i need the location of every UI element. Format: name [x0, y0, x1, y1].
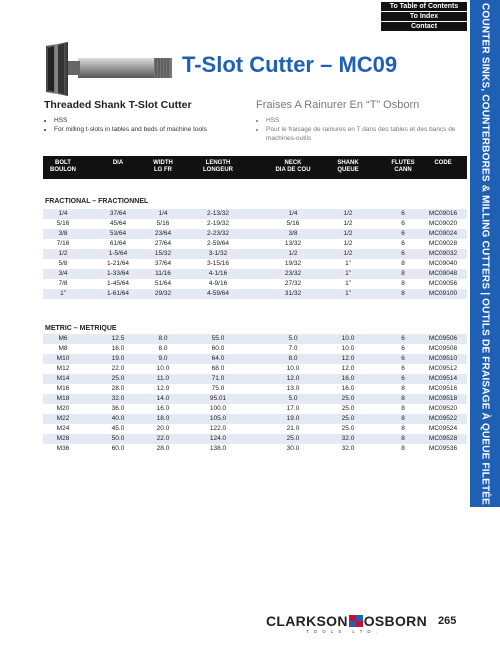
table-cell: 8	[401, 270, 405, 277]
page-number: 265	[438, 615, 457, 627]
table-cell: 5/16	[156, 220, 170, 227]
table-cell: 16.0	[341, 375, 355, 382]
table-cell: MC09510	[428, 355, 458, 362]
table-cell: 8	[401, 260, 405, 267]
french-bullet: • Pour le fraisage de rainures en T dans des tables et des bancs de machines-outils	[266, 125, 466, 143]
table-cell: M20	[56, 405, 70, 412]
column-header-line: WIDTH	[153, 160, 173, 166]
table-row	[43, 414, 467, 424]
english-description	[44, 99, 244, 134]
table-cell: 1-5/64	[108, 250, 128, 257]
column-header	[96, 160, 140, 167]
column-header-line: CODE	[434, 160, 452, 166]
table-cell: 6	[401, 210, 405, 217]
column-header	[326, 160, 370, 174]
table-row	[43, 334, 467, 344]
column-header	[196, 160, 240, 174]
table-cell: 12.0	[341, 355, 355, 362]
english-bullet: • HSS	[54, 116, 244, 125]
table-cell: MC09518	[428, 395, 458, 402]
table-cell: 60.0	[111, 445, 125, 452]
table-cell: 25.0	[111, 375, 125, 382]
table-cell: MC09520	[428, 405, 458, 412]
column-header-line: LG FR	[154, 167, 172, 173]
french-bullet: • HSS	[266, 116, 466, 125]
table-cell: 6	[401, 355, 405, 362]
table-cell: 23/32	[284, 270, 302, 277]
table-cell: MC09522	[428, 415, 458, 422]
table-cell: 8.0	[158, 345, 168, 352]
table-cell: 1-33/64	[106, 270, 130, 277]
table-cell: MC09528	[428, 435, 458, 442]
column-header-line: BOULON	[50, 167, 76, 173]
table-cell: 11/16	[155, 270, 171, 277]
table-cell: 6	[401, 345, 405, 352]
table-cell: M24	[56, 425, 70, 432]
table-cell: 7/16	[56, 240, 70, 247]
table-row	[43, 209, 467, 219]
table-cell: 29/32	[154, 290, 172, 297]
table-cell: 10.0	[341, 345, 355, 352]
table-cell: 2-23/32	[206, 230, 230, 237]
t-slot-cutter-illustration-icon	[42, 40, 177, 98]
table-cell: 1/4	[158, 210, 168, 217]
table-cell: 8.0	[288, 355, 298, 362]
column-header	[381, 160, 425, 174]
column-header	[421, 160, 465, 167]
logo-text-right: OSBORN	[363, 613, 427, 629]
table-cell: 5.0	[288, 335, 298, 342]
table-cell: 16.0	[156, 405, 170, 412]
table-cell: M8	[58, 345, 68, 352]
page-title: T-Slot Cutter – MC09	[182, 52, 398, 77]
table-cell: 32.0	[341, 435, 355, 442]
table-cell: MC09048	[428, 270, 458, 277]
table-cell: 1-61/64	[106, 290, 130, 297]
column-header-line: FLUTES	[391, 160, 415, 166]
table-cell: 8	[401, 280, 405, 287]
table-cell: 4-1/16	[208, 270, 228, 277]
table-cell: 55.0	[211, 335, 225, 342]
table-cell: 13.0	[286, 385, 300, 392]
table-cell: M28	[56, 435, 70, 442]
table-cell: MC09020	[428, 220, 458, 227]
table-cell: 6	[401, 375, 405, 382]
table-cell: 13/32	[284, 240, 302, 247]
table-cell: 36.0	[111, 405, 125, 412]
table-cell: MC09040	[428, 260, 458, 267]
table-cell: MC09056	[428, 280, 458, 287]
table-cell: 60.0	[211, 345, 225, 352]
table-cell: 15/32	[154, 250, 172, 257]
table-cell: 22.0	[111, 365, 125, 372]
category-sidebar	[470, 0, 500, 507]
table-cell: 45/64	[109, 220, 127, 227]
table-cell: MC09032	[428, 250, 458, 257]
table-row	[43, 239, 467, 249]
fractional-section-title: FRACTIONAL – FRACTIONNEL	[45, 198, 149, 205]
table-cell: 8	[401, 405, 405, 412]
table-cell: M6	[58, 335, 68, 342]
table-cell: MC09028	[428, 240, 458, 247]
table-cell: 11.0	[156, 375, 170, 382]
table-cell: 122.0	[209, 425, 227, 432]
table-cell: 14.0	[156, 395, 170, 402]
table-cell: 3-15/16	[206, 260, 230, 267]
table-cell: 7.0	[288, 345, 298, 352]
table-cell: 5.0	[288, 395, 298, 402]
table-cell: 37/64	[109, 210, 127, 217]
table-cell: 6	[401, 240, 405, 247]
column-header-line: LENGTH	[205, 160, 231, 166]
table-cell: 2-59/64	[206, 240, 230, 247]
table-cell: 124.0	[209, 435, 227, 442]
column-header-line: QUEUE	[337, 167, 359, 173]
table-cell: 22.0	[156, 435, 170, 442]
table-cell: 5/16	[286, 220, 300, 227]
table-cell: 6	[401, 220, 405, 227]
table-row	[43, 394, 467, 404]
table-cell: 18.0	[156, 415, 170, 422]
clarkson-osborn-logo	[266, 613, 427, 635]
table-cell: 8.0	[158, 335, 168, 342]
table-cell: 12.0	[286, 375, 300, 382]
table-cell: 1/2	[343, 220, 353, 227]
table-cell: 1/2	[343, 210, 353, 217]
table-cell: MC09516	[428, 385, 458, 392]
table-cell: 27/32	[284, 280, 302, 287]
column-header-line: DIA DE COU	[275, 167, 311, 173]
table-row	[43, 364, 467, 374]
table-cell: 3-1/32	[208, 250, 228, 257]
table-cell: 25.0	[341, 415, 355, 422]
nav-contact-link[interactable]: Contact	[381, 22, 467, 31]
table-cell: 12.0	[156, 385, 170, 392]
table-cell: 10.0	[156, 365, 170, 372]
table-cell: 9.0	[158, 355, 168, 362]
column-header-line: LONGEUR	[203, 167, 233, 173]
table-row	[43, 229, 467, 239]
table-cell: 2-19/32	[206, 220, 230, 227]
column-header	[41, 160, 85, 174]
logo-text-left: CLARKSON	[266, 613, 348, 629]
table-cell: 7/8	[58, 280, 68, 287]
table-cell: 1”	[345, 270, 351, 277]
table-cell: 6	[401, 335, 405, 342]
table-cell: M36	[56, 445, 70, 452]
table-row	[43, 249, 467, 259]
table-cell: MC09514	[428, 375, 458, 382]
table-row	[43, 279, 467, 289]
table-row	[43, 434, 467, 444]
table-cell: M22	[56, 415, 70, 422]
table-row	[43, 444, 467, 454]
table-cell: 1/2	[343, 250, 353, 257]
table-cell: 3/8	[58, 230, 68, 237]
table-row	[43, 404, 467, 414]
table-cell: MC09506	[428, 335, 458, 342]
column-header	[271, 160, 315, 174]
table-cell: MC09536	[428, 445, 458, 452]
table-cell: 2-13/32	[206, 210, 230, 217]
table-cell: 12.5	[111, 335, 125, 342]
table-cell: 10.0	[286, 365, 300, 372]
table-header	[43, 156, 467, 179]
table-cell: 19/32	[284, 260, 302, 267]
sidebar-category-text: COUNTER SINKS, COUNTERBORES & MILLING CUTTERS | OUTILS DE FRAISAGE À QUEUE FILETÉE	[479, 2, 491, 505]
table-cell: 4-59/64	[206, 290, 230, 297]
table-cell: MC09512	[428, 365, 458, 372]
logo-emblem-icon	[349, 615, 363, 627]
table-cell: MC09524	[428, 425, 458, 432]
table-cell: M16	[56, 385, 70, 392]
table-cell: 1/2	[58, 250, 68, 257]
table-cell: 25.0	[286, 435, 300, 442]
table-cell: 8	[401, 445, 405, 452]
table-cell: 8	[401, 385, 405, 392]
table-cell: 10.0	[341, 335, 355, 342]
table-cell: 25.0	[341, 425, 355, 432]
table-cell: 21.0	[286, 425, 300, 432]
table-cell: 25.0	[341, 405, 355, 412]
french-description	[256, 99, 466, 143]
table-row	[43, 344, 467, 354]
table-cell: 1/4	[58, 210, 68, 217]
nav-table-of-contents-link[interactable]: To Table of Contents	[381, 2, 467, 11]
table-cell: M12	[56, 365, 70, 372]
table-cell: 1”	[345, 260, 351, 267]
table-cell: MC09024	[428, 230, 458, 237]
table-cell: 1/2	[288, 250, 298, 257]
table-cell: MC09508	[428, 345, 458, 352]
table-cell: 6	[401, 365, 405, 372]
table-row	[43, 354, 467, 364]
table-row	[43, 269, 467, 279]
table-cell: 138.0	[209, 445, 227, 452]
table-cell: M18	[56, 395, 70, 402]
table-cell: 1/2	[343, 240, 353, 247]
metric-section-title: METRIC – METRIQUE	[45, 325, 117, 332]
table-cell: 1/2	[343, 230, 353, 237]
nav-links	[381, 2, 467, 32]
table-cell: 75.0	[211, 385, 225, 392]
table-cell: 1”	[345, 280, 351, 287]
table-cell: 25.0	[341, 395, 355, 402]
table-cell: 5/8	[58, 260, 68, 267]
table-row	[43, 384, 467, 394]
table-cell: 8	[401, 435, 405, 442]
table-cell: 68.0	[211, 365, 225, 372]
table-cell: 53/64	[109, 230, 127, 237]
table-cell: 23/64	[154, 230, 172, 237]
table-cell: 27/64	[154, 240, 172, 247]
table-cell: 95.01	[209, 395, 227, 402]
table-cell: 61/64	[109, 240, 127, 247]
table-cell: 71.0	[211, 375, 225, 382]
table-cell: 4-9/16	[208, 280, 228, 287]
table-cell: M10	[56, 355, 70, 362]
table-cell: MC09016	[428, 210, 458, 217]
table-cell: 32.0	[111, 395, 125, 402]
table-cell: 8	[401, 415, 405, 422]
table-row	[43, 374, 467, 384]
table-cell: 1-45/64	[106, 280, 130, 287]
table-cell: 37/64	[154, 260, 172, 267]
table-cell: 8	[401, 290, 405, 297]
table-row	[43, 259, 467, 269]
column-header-line: SHANK	[337, 160, 359, 166]
table-cell: 1”	[345, 290, 351, 297]
table-cell: 28.0	[111, 385, 125, 392]
table-cell: 6	[401, 250, 405, 257]
table-cell: 17.0	[286, 405, 300, 412]
table-cell: 16.0	[341, 385, 355, 392]
nav-index-link[interactable]: To Index	[381, 12, 467, 21]
table-cell: 105.0	[209, 415, 227, 422]
table-cell: 8	[401, 425, 405, 432]
table-cell: 28.0	[156, 445, 170, 452]
table-cell: 20.0	[156, 425, 170, 432]
french-heading: Fraises A Rainurer En “T” Osborn	[256, 99, 420, 111]
table-row	[43, 219, 467, 229]
table-cell: 51/64	[154, 280, 172, 287]
table-cell: 1/4	[288, 210, 298, 217]
table-row	[43, 289, 467, 299]
table-cell: 32.0	[341, 445, 355, 452]
table-cell: 3/8	[288, 230, 298, 237]
table-cell: 40.0	[111, 415, 125, 422]
table-cell: M14	[56, 375, 70, 382]
table-cell: 45.0	[111, 425, 125, 432]
english-bullet: • For milling t-slots in tables and beds of machine tools	[54, 125, 244, 134]
table-cell: 19.0	[286, 415, 300, 422]
table-cell: 12.0	[341, 365, 355, 372]
table-cell: 1”	[60, 290, 66, 297]
column-header-line: CANN	[394, 167, 412, 173]
logo-subtext: TOOLS LTD.	[306, 629, 382, 634]
table-cell: 16.0	[111, 345, 125, 352]
table-cell: 5/16	[56, 220, 70, 227]
table-cell: 30.0	[286, 445, 300, 452]
table-row	[43, 424, 467, 434]
table-cell: 64.0	[211, 355, 225, 362]
table-cell: 6	[401, 230, 405, 237]
table-cell: 100.0	[209, 405, 227, 412]
table-cell: 31/32	[284, 290, 302, 297]
table-cell: 1-21/64	[106, 260, 130, 267]
column-header-line: BOLT	[55, 160, 71, 166]
table-cell: 8	[401, 395, 405, 402]
column-header	[141, 160, 185, 174]
column-header-line: DIA	[112, 160, 124, 166]
table-cell: 50.0	[111, 435, 125, 442]
column-header-line: NECK	[284, 160, 302, 166]
table-cell: 19.0	[111, 355, 125, 362]
table-cell: 3/4	[58, 270, 68, 277]
english-heading: Threaded Shank T-Slot Cutter	[44, 99, 192, 111]
table-cell: MC09100	[428, 290, 458, 297]
